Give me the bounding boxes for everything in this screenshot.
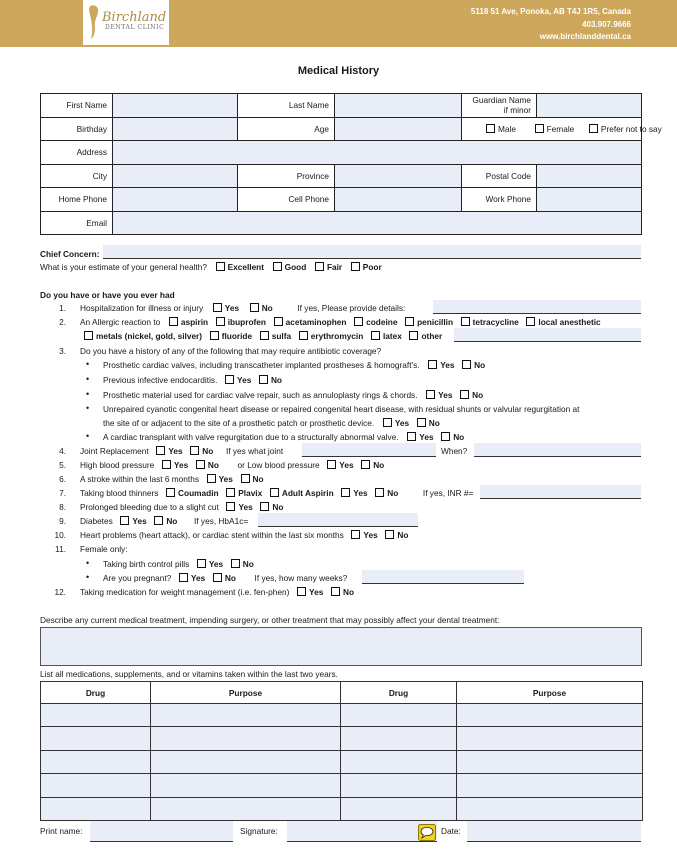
q4-number: 4. [59,446,66,456]
allergy-aspirin-label: aspirin [180,317,209,327]
table-row [41,750,643,773]
meds-header-drug-1: Drug [41,682,151,704]
q11-b1-row [103,559,254,569]
allergy-fluoride-checkbox[interactable] [210,331,219,340]
general-health-row [40,262,382,272]
meds-header-drug-2: Drug [341,682,457,704]
q3-bullet4-marker: • [86,403,90,413]
female-label: Female [546,123,575,134]
meds-cell[interactable] [457,727,643,750]
q9-no-checkbox[interactable] [154,516,163,525]
q11-b2-text: Are you pregnant? [103,573,172,583]
meds-cell[interactable] [341,727,457,750]
q4-joint-input[interactable] [302,443,436,457]
q11-b1-yes-checkbox[interactable] [197,559,206,568]
table-row [41,704,643,727]
male-checkbox[interactable] [486,124,495,133]
q3-b4-no-label: No [428,418,440,428]
q11-number: 11. [55,544,66,554]
meds-cell[interactable] [341,750,457,773]
medications-header-row [41,682,643,704]
signature-label: Signature: [240,826,278,836]
address-input[interactable] [113,141,642,165]
print-name-label: Print name: [40,826,83,836]
gender-options [462,117,662,141]
q12-text: Taking medication for weight management (i.e. fen-phen) [80,587,290,597]
q2-row2 [84,331,442,341]
allergy-aspirin-checkbox[interactable] [169,317,178,326]
q3-b4-yes-label: Yes [394,418,410,428]
province-input[interactable] [335,164,462,188]
q4-when-input[interactable] [474,443,641,457]
q7-row [80,488,473,498]
q11-b2-row [103,573,347,583]
meds-cell[interactable] [151,774,341,797]
q3-b2-text: Previous infective endocarditis. [103,375,218,385]
q3-b1-no-checkbox[interactable] [462,360,471,369]
q5-text: High blood pressure [80,460,155,470]
q7-plavix-label: Plavix [238,488,263,498]
table-row [41,774,643,797]
q9-no-label: No [166,516,178,526]
q1-yes-label: Yes [224,303,240,313]
health-poor-checkbox[interactable] [351,262,360,271]
q5-low-yes-checkbox[interactable] [327,460,336,469]
q2-number: 2. [59,317,66,327]
meds-cell[interactable] [151,727,341,750]
allergy-latex-checkbox[interactable] [371,331,380,340]
postal-code-label: Postal Code [462,164,537,188]
q1-text: Hospitalization for illness or injury [80,303,204,313]
q12-no-label: No [342,587,355,597]
allergy-ibuprofen-checkbox[interactable] [216,317,225,326]
prefer-not-checkbox[interactable] [589,124,598,133]
city-input[interactable] [113,164,238,188]
form-title: Medical History [297,65,380,77]
q7-plavix-checkbox[interactable] [226,488,235,497]
q3-text: Do you have a history of any of the following that may require antibiotic coverage? [80,346,382,356]
q12-yes-label: Yes [309,587,324,597]
q3-b2-yes-label: Yes [237,375,252,385]
q8-text: Prolonged bleeding due to a slight cut [80,502,219,512]
q4-followup-label: If yes what joint [225,446,284,456]
health-good-checkbox[interactable] [273,262,282,271]
q3-b5-yes-checkbox[interactable] [407,432,416,441]
first-name-input[interactable] [113,94,238,118]
q4-text: Joint Replacement [80,446,149,456]
q4-yes-label: Yes [168,446,183,456]
meds-cell[interactable] [41,750,151,773]
q9-yes-label: Yes [132,516,147,526]
last-name-label: Last Name [238,94,335,118]
meds-cell[interactable] [341,704,457,727]
allergy-other-checkbox[interactable] [409,331,418,340]
q10-no-checkbox[interactable] [385,530,394,539]
q3-b4-text2: the site of or adjacent to the site of a prosthetic patch or prosthetic device. [103,418,375,428]
q3-b5-no-label: No [453,432,465,442]
q3-b3-yes-label: Yes [438,390,453,400]
cell-phone-label: Cell Phone [238,188,335,212]
medications-table [40,681,643,821]
allergy-metals-label: metals (nickel, gold, silver) [96,331,203,341]
meds-header-purpose-1: Purpose [151,682,341,704]
allergy-erythromycin-checkbox[interactable] [299,331,308,340]
meds-cell[interactable] [151,797,341,820]
age-input[interactable] [335,117,462,141]
q11-weeks-input[interactable] [362,570,524,584]
q7-aspirin-checkbox[interactable] [270,488,279,497]
q11-b1-no-checkbox[interactable] [231,559,240,568]
home-phone-label: Home Phone [41,188,113,212]
clinic-logo-subtitle: DENTAL CLINIC [105,24,165,31]
q3-number: 3. [59,346,66,356]
q11-bullet1-marker: • [86,558,90,568]
date-input[interactable] [467,821,641,842]
patient-info-table [40,93,662,235]
chief-concern-input[interactable] [103,245,641,259]
q7-yes-label: Yes [353,488,368,498]
table-row [41,727,643,750]
allergy-codeine-label: codeine [366,317,398,327]
health-good-label: Good [284,262,307,272]
q3-bullet5-marker: • [86,431,90,441]
health-excellent-checkbox[interactable] [216,262,225,271]
clinic-logo-name: Birchland [102,10,167,25]
q11-followup-label: If yes, how many weeks? [254,573,348,583]
q3-b2-no-checkbox[interactable] [259,375,268,384]
q11-b1-yes-label: Yes [208,559,224,569]
q7-followup-label: If yes, INR #= [422,488,474,498]
allergy-metals-checkbox[interactable] [84,331,93,340]
allergy-local-anesthetic-checkbox[interactable] [526,317,535,326]
q3-b4-row [103,418,440,428]
q3-b5-no-checkbox[interactable] [441,432,450,441]
q3-b1-row [103,360,485,370]
q11-text: Female only: [80,544,128,554]
q3-bullet2-marker: • [86,374,90,384]
q3-b5-row [103,432,464,442]
health-poor-label: Poor [362,262,382,272]
q5-high-yes-label: Yes [173,460,189,470]
q3-b5-text: A cardiac transplant with valve regurgitation due to a structurally abnormal valve. [103,432,399,442]
clinic-contact [471,6,631,44]
q3-b3-yes-checkbox[interactable] [426,390,435,399]
allergy-sulfa-label: sulfa [271,331,292,341]
meds-cell[interactable] [151,750,341,773]
q8-row [80,502,283,512]
q3-bullet3-marker: • [86,389,90,399]
q12-yes-checkbox[interactable] [297,587,306,596]
allergy-penicillin-label: penicillin [417,317,454,327]
allergy-local-anesthetic-label: local anesthetic [538,317,601,327]
q3-b2-no-label: No [270,375,282,385]
q3-b3-no-checkbox[interactable] [460,390,469,399]
q7-inr-input[interactable] [480,485,641,499]
last-name-input[interactable] [335,94,462,118]
q5-low-text: or Low blood pressure [237,460,320,470]
q12-row [80,587,354,597]
q6-no-label: No [252,474,264,484]
work-phone-input[interactable] [537,188,642,212]
meds-cell[interactable] [457,797,643,820]
allergy-other-input[interactable] [454,328,641,342]
guardian-name-label [462,94,537,118]
meds-cell[interactable] [341,774,457,797]
allergy-other-label: other [421,331,443,341]
q3-b4-line1: Unrepaired cyanotic congenital heart disease or repaired congenital heart disease, with residual shunts or valvular regurgitation at [103,404,580,414]
q10-yes-label: Yes [363,530,378,540]
q9-text: Diabetes [80,516,113,526]
allergy-codeine-checkbox[interactable] [354,317,363,326]
meds-cell[interactable] [151,704,341,727]
q3-b3-text: Prosthetic material used for cardiac valve repair, such as annuloplasty rings & chords. [103,390,418,400]
tooth-icon [87,4,101,40]
prefer-not-label: Prefer not to say [600,123,662,134]
q10-yes-checkbox[interactable] [351,530,360,539]
clinic-phone: 403.907.9666 [582,19,631,29]
clinic-address: 5118 51 Ave, Ponoka, AB T4J 1R5, Canada [470,7,631,16]
q1-row [80,303,405,313]
health-excellent-label: Excellent [227,262,265,272]
allergy-tetracycline-label: tetracycline [472,317,519,327]
medications-label: List all medications, supplements, and or vitamins taken within the last two years. [40,669,338,679]
q5-high-no-label: No [207,460,219,470]
male-label: Male [498,123,516,134]
allergy-latex-label: latex [382,331,402,341]
q4-yes-checkbox[interactable] [156,446,165,455]
guardian-name-label-line1: Guardian Name [472,95,531,106]
q12-no-checkbox[interactable] [331,587,340,596]
first-name-label: First Name [41,94,113,118]
allergy-ibuprofen-label: ibuprofen [227,317,266,327]
q12-number: 12. [54,587,66,597]
q4-no-label: No [202,446,214,456]
q3-bullet1-marker: • [86,359,90,369]
q6-number: 6. [59,474,66,484]
q5-low-yes-label: Yes [339,460,354,470]
meds-cell[interactable] [41,727,151,750]
q10-text: Heart problems (heart attack), or cardiac stent within the last six months [80,530,344,540]
q7-coumadin-checkbox[interactable] [166,488,175,497]
q5-low-no-checkbox[interactable] [361,460,370,469]
q8-yes-label: Yes [238,502,253,512]
q1-followup-label: If yes, Please provide details: [297,303,406,313]
email-input[interactable] [113,211,642,235]
meds-cell[interactable] [341,797,457,820]
q1-number: 1. [59,303,66,313]
q3-b3-no-label: No [472,390,484,400]
treatment-input[interactable] [40,627,642,666]
guardian-name-label-line2: if minor [503,105,531,116]
meds-cell[interactable] [41,704,151,727]
q7-yes-checkbox[interactable] [341,488,350,497]
meds-cell[interactable] [457,750,643,773]
treatment-label: Describe any current medical treatment, impending surgery, or other treatment that may possibly affect your dental treatment: [40,615,500,625]
q1-details-input[interactable] [433,300,641,314]
meds-cell[interactable] [457,704,643,727]
q10-row [80,530,408,540]
q8-no-label: No [272,502,284,512]
address-label: Address [41,141,113,165]
meds-cell[interactable] [457,774,643,797]
allergy-acetaminophen-checkbox[interactable] [274,317,283,326]
q9-followup-label: If yes, HbA1c= [194,516,249,526]
q5-row [80,460,384,470]
print-name-input[interactable] [90,821,233,842]
q1-yes-checkbox[interactable] [213,303,222,312]
q7-no-checkbox[interactable] [375,488,384,497]
q11-b2-no-checkbox[interactable] [213,573,222,582]
age-label: Age [238,117,335,141]
q9-number: 9. [59,516,66,526]
chief-concern-label: Chief Concern: [40,249,100,259]
q8-number: 8. [59,502,66,512]
meds-cell[interactable] [41,774,151,797]
clinic-logo [83,0,169,45]
q7-number: 7. [59,488,66,498]
q3-b1-text: Prosthetic cardiac valves, including transcatheter implanted prostheses & homograft's. [103,360,420,370]
allergy-erythromycin-label: erythromycin [310,331,364,341]
q11-b2-no-label: No [224,573,236,583]
q3-b5-yes-label: Yes [419,432,434,442]
health-fair-checkbox[interactable] [315,262,324,271]
q3-b4-yes-checkbox[interactable] [383,418,392,427]
q11-b2-yes-label: Yes [190,573,206,583]
meds-cell[interactable] [41,797,151,820]
birthday-input[interactable] [113,117,238,141]
q9-hba1c-input[interactable] [258,513,418,527]
q5-low-no-label: No [373,460,385,470]
email-label: Email [41,211,113,235]
female-checkbox[interactable] [535,124,544,133]
q9-row [80,516,248,526]
q3-b1-yes-label: Yes [440,360,455,370]
q10-number: 10. [54,530,66,540]
table-row [41,797,643,820]
q6-text: A stroke within the last 6 months [80,474,199,484]
q3-b3-row [103,390,483,400]
allergy-sulfa-checkbox[interactable] [260,331,269,340]
q4-row [80,446,283,456]
meds-header-purpose-2: Purpose [457,682,643,704]
q11-b1-no-label: No [242,559,254,569]
q3-b4-no-checkbox[interactable] [417,418,426,427]
q8-no-checkbox[interactable] [260,502,269,511]
q6-no-checkbox[interactable] [241,474,250,483]
birthday-label: Birthday [41,117,113,141]
clinic-website[interactable]: www.birchlanddental.ca [539,32,631,41]
q6-row [80,474,264,484]
q7-coumadin-label: Coumadin [178,488,219,498]
q2-text: An Allergic reaction to [80,317,161,327]
q11-b2-yes-checkbox[interactable] [179,573,188,582]
q4-when-label: When? [441,446,468,456]
q3-b1-no-label: No [474,360,486,370]
q3-b2-yes-checkbox[interactable] [225,375,234,384]
city-label: City [41,164,113,188]
allergy-penicillin-checkbox[interactable] [405,317,414,326]
q5-number: 5. [59,460,66,470]
q6-yes-checkbox[interactable] [207,474,216,483]
allergy-tetracycline-checkbox[interactable] [461,317,470,326]
q7-aspirin-label: Adult Aspirin [281,488,334,498]
cell-phone-input[interactable] [335,188,462,212]
q6-yes-label: Yes [218,474,233,484]
postal-code-input[interactable] [537,164,642,188]
guardian-name-input[interactable] [537,94,642,118]
q5-high-no-checkbox[interactable] [196,460,205,469]
q11-b1-text: Taking birth control pills [103,559,190,569]
signature-input[interactable] [287,821,437,842]
q5-high-yes-checkbox[interactable] [162,460,171,469]
q7-text: Taking blood thinners [80,488,159,498]
q7-no-label: No [387,488,399,498]
q9-yes-checkbox[interactable] [120,516,129,525]
home-phone-input[interactable] [113,188,238,212]
health-fair-label: Fair [326,262,343,272]
allergy-acetaminophen-label: acetaminophen [285,317,347,327]
q11-bullet2-marker: • [86,572,90,582]
q3-b2-row [103,375,282,385]
allergy-fluoride-label: fluoride [221,331,253,341]
q10-no-label: No [397,530,409,540]
comment-icon[interactable] [418,824,436,841]
clinic-header [0,0,677,47]
q1-no-checkbox[interactable] [250,303,259,312]
province-label: Province [238,164,335,188]
date-label: Date: [441,826,461,836]
q3-b1-yes-checkbox[interactable] [428,360,437,369]
work-phone-label: Work Phone [462,188,537,212]
history-heading: Do you have or have you ever had [40,290,175,300]
q4-no-checkbox[interactable] [190,446,199,455]
q1-no-label: No [261,303,273,313]
q2-row1 [80,317,601,327]
q8-yes-checkbox[interactable] [226,502,235,511]
general-health-question: What is your estimate of your general health? [40,262,207,272]
